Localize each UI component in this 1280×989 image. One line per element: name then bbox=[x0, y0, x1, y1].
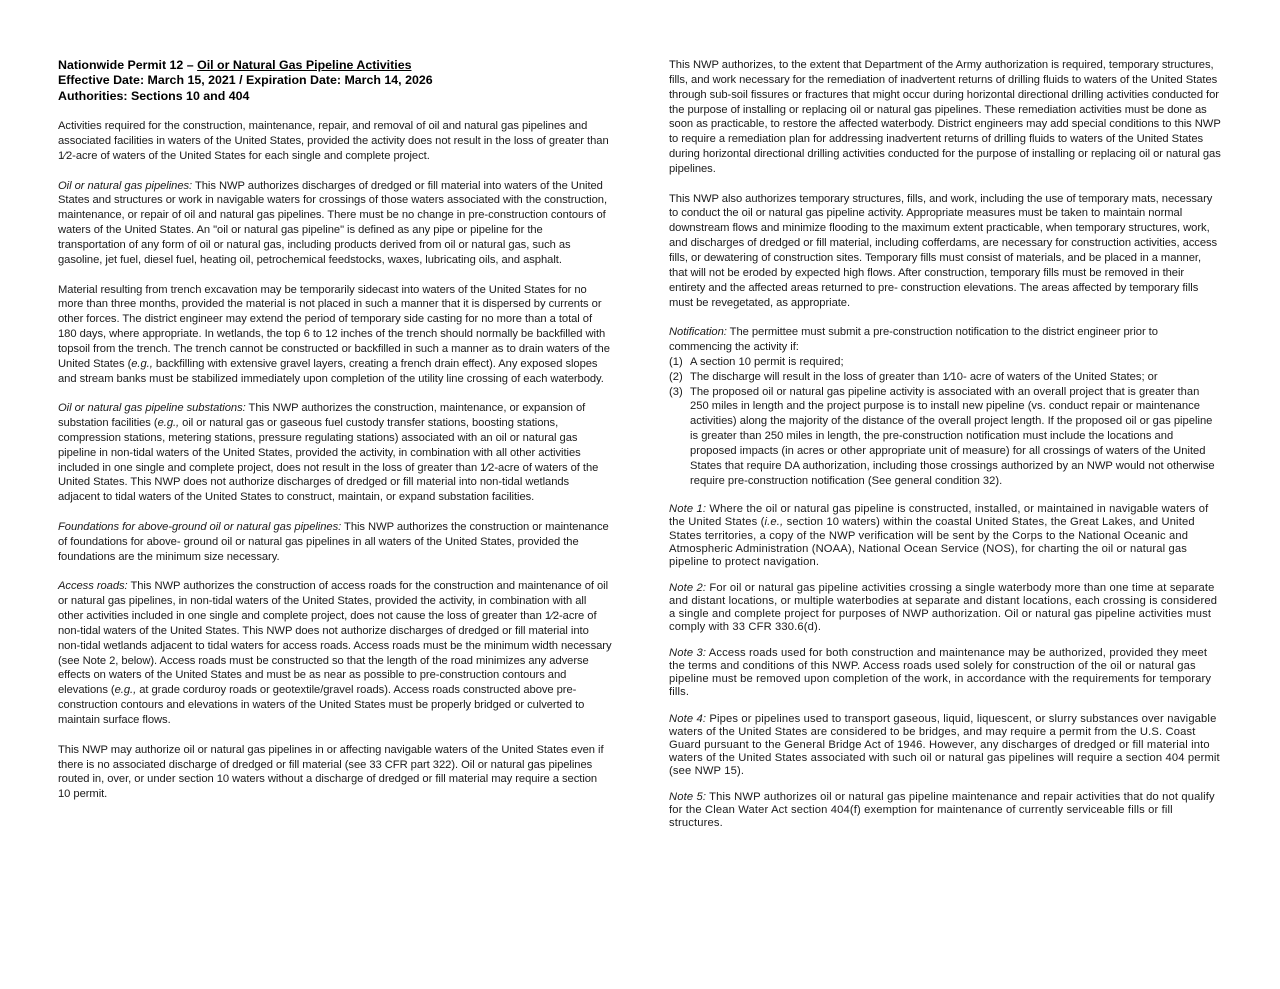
access-roads-paragraph: Access roads: This NWP authorizes the construction of access roads for the construction and maintenance of oil or natural gas pipelines, in non-tidal waters of the United States, provided the activity, in combination with all other activities included in one single and complete project, does not cause the loss of greater than 1⁄2-acre of non-tidal waters of the United States. This NWP does not authorize discharges of dredged or fill material into non-tidal wetlands adjacent to tidal waters for access roads. Access roads must be the minimum width necessary (see Note 2, below). Access roads must be constructed so that the length of the road minimizes any adverse effects on waters of the United States and must be as near as possible to pre-construction contours and elevations (e.g., at grade corduroy roads or geotextile/gravel roads). Access roads constructed above pre-construction contours and elevations in waters of the United States must be properly bridged or culverted to maintain surface flows. bbox=[58, 580, 612, 726]
trench-paragraph: Material resulting from trench excavation may be temporarily sidecast into waters of the United States for no more than three months, provided the material is not placed in such a manner that it is dispersed by currents or other forces. The district engineer may extend the period of temporary side casting for no more than a total of 180 days, where appropriate. In wetlands, the top 6 to 12 inches of the trench should normally be backfilled with topsoil from the trench. The trench cannot be constructed or backfilled in such a manner as to drain waters of the United States (e.g., backfilling with extensive gravel layers, creating a french drain effect). Any exposed slopes and stream banks must be stabilized immediately upon completion of the utility line crossing of each waterbody. bbox=[58, 283, 610, 385]
note-2: Note 2: For oil or natural gas pipeline activities crossing a single waterbody more than one time at separate and distant locations, or multiple waterbodies at separate and distant locations, each crossing is considered a single and complete project for purposes of NWP authorization. Oil or natural gas pipeline activities must comply with 33 CFR 330.6(d). bbox=[669, 581, 1218, 634]
right-column bbox=[669, 58, 1221, 843]
list-item: (3) The proposed oil or natural gas pipeline activity is associated with an overall project that is greater than 250 miles in length and the project purpose is to install new pipeline (vs. conduct repair or maintenance activities) along the majority of the distance of the overall project length. If the proposed oil or gas pipeline is greater than 250 miles in length, the pre-construction notification must include the locations and proposed impacts (in acres or other appropriate unit of measure) for all crossings of waters of the United States that require DA authorization, including those crossings authorized by an NWP would not otherwise require pre-construction notification (See general condition 32). bbox=[669, 385, 1215, 487]
navigable-waters-paragraph: This NWP may authorize oil or natural gas pipelines in or affecting navigable waters of the United States even if there is no associated discharge of dredged or fill material (see 33 CFR part 322). Oil or natural gas pipelines routed in, over, or under section 10 waters without a discharge of dredged or fill material may require a section 10 permit. bbox=[58, 743, 604, 801]
foundations-paragraph: Foundations for above-ground oil or natural gas pipelines: This NWP authorizes the construction or maintenance of foundations for above- ground oil or natural gas pipelines in all waters of the United States, provided the foundations are the minimum size necessary. bbox=[58, 521, 609, 563]
list-item: (1) A section 10 permit is required; bbox=[669, 355, 844, 368]
note-3: Note 3: Access roads used for both construction and maintenance may be authorized, provided they meet the terms and conditions of this NWP. Access roads used solely for construction of the oil or natural gas pipeline must be removed upon completion of the work, in accordance with the requirements for temporary fills. bbox=[669, 647, 1212, 699]
intro-paragraph: Activities required for the construction, maintenance, repair, and removal of oil and natural gas pipelines and associated facilities in waters of the United States, provided the activity does not result in the loss of greater than 1⁄2-acre of waters of the United States for each single and complete project. bbox=[58, 120, 609, 162]
substations-lead: Oil or natural gas pipeline substations: bbox=[58, 402, 246, 415]
substations-paragraph: Oil or natural gas pipeline substations: This NWP authorizes the construction, maintenance, or expansion of substation facilities (e.g., oil or natural gas or gaseous fuel custody transfer stations, boosting stations, compression stations, metering stations, pressure regulating stations) associated with an oil or natural gas pipeline in non-tidal waters of the United States, provided the activity, in combination with all other activities included in one single and complete project, does not result in the loss of greater than 1⁄2-acre of waters of the United States. This NWP does not authorize discharges of dredged or fill material into non-tidal wetlands adjacent to tidal waters of the United States to construct, maintain, or expand substation facilities. bbox=[58, 402, 599, 504]
temporary-structures-paragraph: This NWP also authorizes temporary structures, fills, and work, including the use of temporary mats, necessary to conduct the oil or natural gas pipeline activity. Appropriate measures must be taken to maintain normal downstream flows and minimize flooding to the maximum extent practicable, when temporary structures, work, and discharges of dredged or fill material, including cofferdams, are necessary for construction activities, access fills, or dewatering of construction sites. Temporary fills must consist of materials, and be placed in a manner, that will not be eroded by expected high flows. After construction, temporary fills must be removed in their entirety and the affected areas returned to pre- construction elevations. The areas affected by temporary fills must be revegetated, as appropriate. bbox=[669, 192, 1218, 309]
foundations-lead: Foundations for above-ground oil or natural gas pipelines: bbox=[58, 521, 342, 533]
effective-dates: Effective Date: March 15, 2021 / Expiration Date: March 14, 2026 bbox=[58, 73, 433, 88]
note-1: Note 1: Where the oil or natural gas pipeline is constructed, installed, or maintained in navigable waters of the United States (i.e., section 10 waters) within the coastal United States, the Great Lakes, and United States territories, a copy of the NWP verification will be sent by the Corps to the National Oceanic and Atmospheric Administration (NOAA), National Ocean Service (NOS), for charting the oil or natural gas pipeline to protect navigation. bbox=[669, 503, 1209, 568]
permit-title bbox=[58, 58, 612, 73]
note-4: Note 4: Pipes or pipelines used to transport gaseous, liquid, liquescent, or slurry substances over navigable waters of the United States are considered to be bridges, and may require a permit from the U.S. Coast Guard pursuant to the General Bridge Act of 1946. However, any discharges of dredged or fill material into waters of the United States associated with such oil or natural gas pipelines will require a section 404 permit (see NWP 15). bbox=[669, 712, 1220, 777]
title-link[interactable]: Oil or Natural Gas Pipeline Activities bbox=[197, 58, 412, 72]
pipelines-paragraph: Oil or natural gas pipelines: This NWP authorizes discharges of dredged or fill material into waters of the United States and structures or work in navigable waters for crossings of those waters associated with the construction, maintenance, or repair of oil and natural gas pipelines. There must be no change in pre-construction contours of waters of the United States. An "oil or natural gas pipeline" is defined as any pipe or pipeline for the transportation of any form of oil or natural gas, including products derived from oil or natural gas, such as gasoline, jet fuel, diesel fuel, heating oil, petrochemical feedstocks, waxes, lubricating oils, and asphalt. bbox=[58, 179, 608, 266]
note-5: Note 5: This NWP authorizes oil or natural gas pipeline maintenance and repair activities that do not qualify for the Clean Water Act section 404(f) exemption for maintenance of currently serviceable fills or fill structures. bbox=[669, 791, 1215, 830]
permit-header bbox=[58, 58, 612, 104]
access-roads-lead: Access roads: bbox=[58, 580, 128, 593]
notification-lead: Notification: bbox=[669, 326, 727, 339]
list-item: (2) The discharge will result in the loss of greater than 1⁄10- acre of waters of the United States; or bbox=[669, 370, 1158, 383]
notification-section bbox=[669, 325, 1221, 488]
title-prefix: Nationwide Permit 12 – bbox=[58, 58, 198, 72]
authorities: Authorities: Sections 10 and 404 bbox=[58, 88, 250, 103]
left-column bbox=[58, 58, 612, 817]
notes-section bbox=[669, 503, 1221, 830]
pipelines-lead: Oil or natural gas pipelines: bbox=[58, 179, 193, 192]
remediation-paragraph: This NWP authorizes, to the extent that Department of the Army authorization is required, temporary structures, fills, and work necessary for the remediation of inadvertent returns of drilling fluids to waters of the United States through sub-soil fissures or fractures that might occur during horizontal directional drilling activities conducted for the purpose of installing or replacing oil or natural gas pipelines. These remediation activities must be done as soon as practicable, to restore the affected waterbody. District engineers may add special conditions to this NWP to require a remediation plan for addressing inadvertent returns of drilling fluids to waters of the United States during horizontal directional drilling activities conducted for the purpose of installing or replacing oil or natural gas pipelines. bbox=[669, 59, 1221, 175]
notification-list bbox=[669, 355, 1221, 489]
notification-paragraph: Notification: The permittee must submit a pre-construction notification to the district engineer prior to commencing the activity if: bbox=[669, 326, 1158, 354]
